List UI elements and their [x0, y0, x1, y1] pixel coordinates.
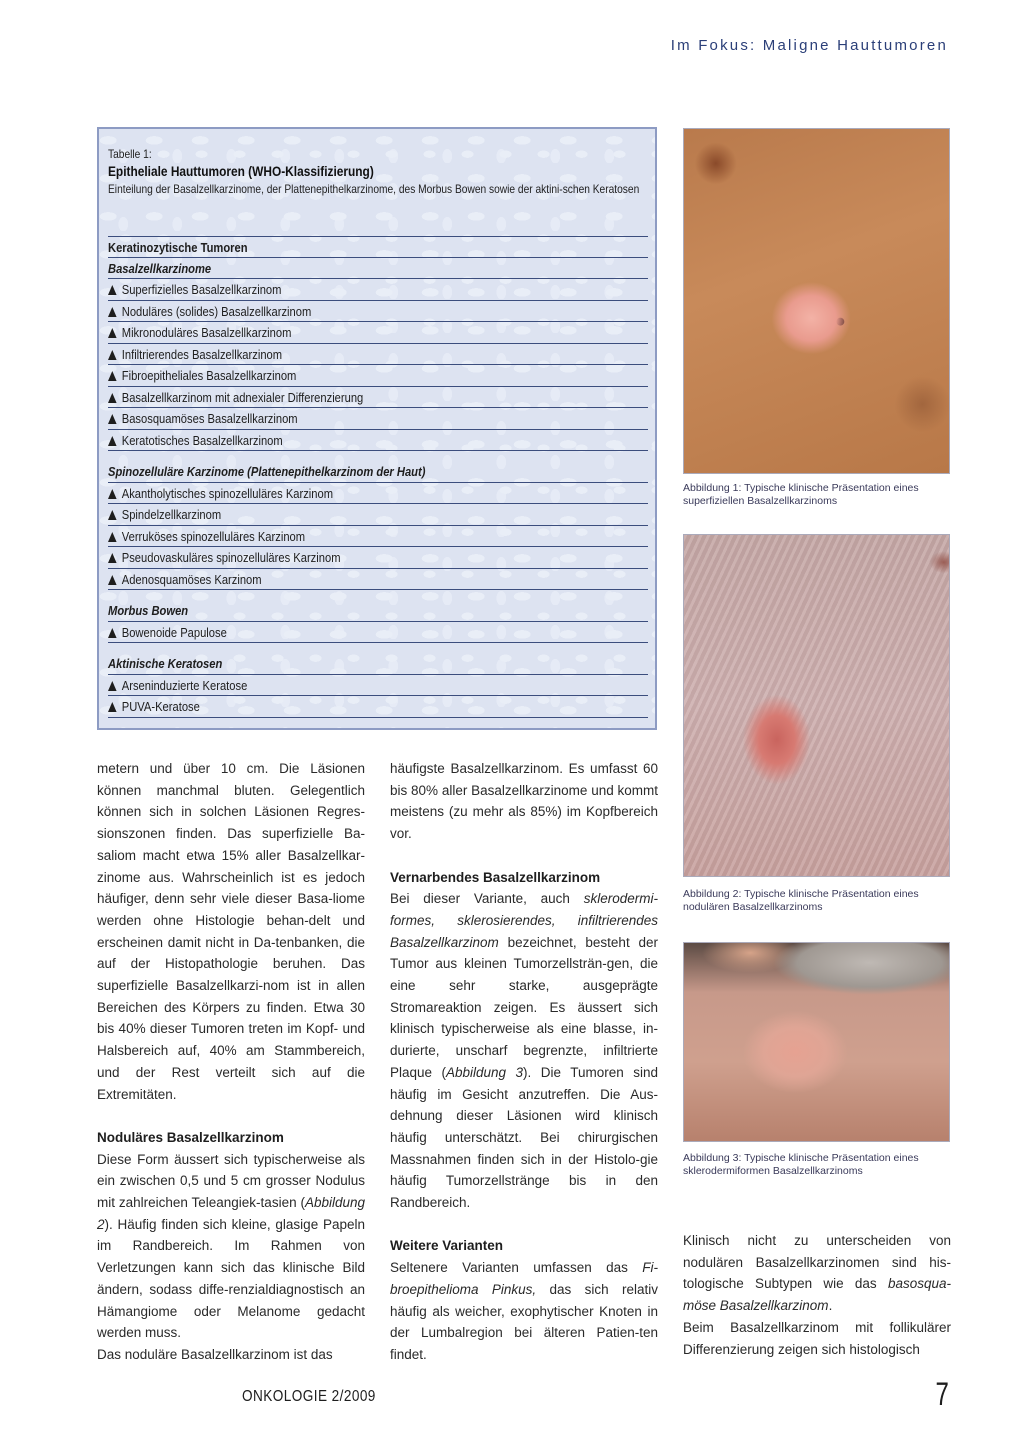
triangle-bullet-icon: [108, 489, 117, 499]
table-group-title: Basalzellkarzinome: [108, 258, 648, 280]
table-heading: Keratinozytische Tumoren: [108, 236, 648, 258]
text-column-2: [390, 758, 658, 1366]
paragraph: Diese Form äussert sich typischerweise als ein zwischen 0,5 und 5 cm grosser Nodulus mit zahlreichen Teleangiek-tasien (Abbildung 2). Häufig finden sich kleine, glasige Papeln im Randbereich. Im Rahmen von Verletzungen kann sich das klinische Bild ändern, sodass diffe-renzialdiagnostisch an Hämangiome oder Melanome gedacht werden muss.: [97, 1151, 365, 1341]
section-heading: Noduläres Basalzellkarzinom: [97, 1129, 284, 1145]
clinical-photo-2: [683, 534, 950, 877]
paragraph: metern und über 10 cm. Die Läsionen können manchmal bluten. Gelegentlich können sich in solchen Läsionen Regres-sionszonen finden. Das superfizielle Ba-saliom macht etwa 15% aller Basalzellkar-zinome aus. Wahrscheinlich ist es jedoch häufiger, denn sehr viele dieser Basa-liome werden ohne Histologie behan-delt und erscheinen damit nicht in Da-tenbanken, die auf der Histopathologie beruhen. Das superfizielle Basalzellkarzi-nom ist in allen Bereichen des Körpers zu finden. Etwa 30 bis 40% dieser Tumoren treten im Kopf- und Halsbereich auf, 40% am Stammbereich, und der Rest verteilt sich auf die Extremitäten.: [97, 761, 365, 1102]
table-row: Superfizielles Basalzellkarzinom: [108, 279, 648, 301]
clinical-photo-1: [683, 128, 950, 474]
triangle-bullet-icon: [108, 575, 117, 585]
table-row: Verruköses spinozelluläres Karzinom: [108, 526, 648, 548]
triangle-bullet-icon: [108, 307, 117, 317]
triangle-bullet-icon: [108, 532, 117, 542]
triangle-bullet-icon: [108, 350, 117, 360]
paragraph: Das noduläre Basalzellkarzinom ist das: [97, 1346, 333, 1362]
table-row: Keratotisches Basalzellkarzinom: [108, 430, 648, 452]
triangle-bullet-icon: [108, 285, 117, 295]
table-list: [108, 236, 648, 718]
table-row: Pseudovaskuläres spinozelluläres Karzinom: [108, 547, 648, 569]
table-row: Infiltrierendes Basalzellkarzinom: [108, 344, 648, 366]
figure-caption-1: Abbildung 1: Typische klinische Präsentation eines superfiziellen Basalzellkarzinoms: [683, 482, 919, 507]
table-row: Bowenoide Papulose: [108, 622, 648, 644]
table-row: Noduläres (solides) Basalzellkarzinom: [108, 301, 648, 323]
section-heading: Vernarbendes Basalzellkarzinom: [390, 869, 601, 885]
table-row: Spindelzellkarzinom: [108, 504, 648, 526]
journal-footer: ONKOLOGIE 2/2009: [242, 1388, 376, 1405]
page-number: 7: [935, 1376, 949, 1412]
table-row: Basosquamöses Basalzellkarzinom: [108, 408, 648, 430]
paragraph: Seltenere Varianten umfassen das Fi-broepithelioma Pinkus, das sich relativ häufig als weicher, exophytischer Knoten in der Lumbalregion bei älteren Patien-ten findet.: [390, 1260, 658, 1362]
triangle-bullet-icon: [108, 681, 117, 691]
table-row: Arseninduzierte Keratose: [108, 675, 648, 697]
table-row: Basalzellkarzinom mit adnexialer Differenzierung: [108, 387, 648, 409]
classification-table: [97, 127, 657, 730]
table-row: PUVA-Keratose: [108, 696, 648, 718]
triangle-bullet-icon: [108, 371, 117, 381]
triangle-bullet-icon: [108, 436, 117, 446]
table-row: Adenosquamöses Karzinom: [108, 569, 648, 591]
table-group-title: Morbus Bowen: [108, 600, 648, 622]
text-column-1: [97, 758, 365, 1366]
section-heading: Weitere Varianten: [390, 1238, 504, 1254]
triangle-bullet-icon: [108, 702, 117, 712]
table-row: Mikronoduläres Basalzellkarzinom: [108, 322, 648, 344]
triangle-bullet-icon: [108, 510, 117, 520]
table-group-title: Spinozelluläre Karzinome (Plattenepithelkarzinom der Haut): [108, 461, 648, 483]
figure-caption-3: Abbildung 3: Typische klinische Präsentation eines sklerodermiformen Basalzellkarzinoms: [683, 1152, 919, 1177]
table-row: Akantholytisches spinozelluläres Karzinom: [108, 483, 648, 505]
triangle-bullet-icon: [108, 628, 117, 638]
triangle-bullet-icon: [108, 393, 117, 403]
table-group-title: Aktinische Keratosen: [108, 653, 648, 675]
table-title: Epitheliale Hauttumoren (WHO-Klassifizierung): [108, 163, 374, 179]
paragraph: Beim Basalzellkarzinom mit follikulärer Differenzierung zeigen sich histologisch: [683, 1319, 951, 1357]
table-description: Einteilung der Basalzellkarzinome, der Plattenepithelkarzinome, des Morbus Bowen sowie der aktini-schen Keratosen: [108, 182, 640, 196]
table-label: Tabelle 1:: [108, 147, 152, 161]
table-row: Fibroepitheliales Basalzellkarzinom: [108, 365, 648, 387]
triangle-bullet-icon: [108, 414, 117, 424]
paragraph: Klinisch nicht zu unterscheiden von nodulären Basalzellkarzinomen sind his-tologische Subtypen wie das basosqua-möse Basalzellkarzinom.: [683, 1233, 951, 1314]
figure-caption-2: Abbildung 2: Typische klinische Präsentation eines nodulären Basalzellkarzinoms: [683, 888, 919, 913]
paragraph: Bei dieser Variante, auch sklerodermi-formes, sklerosierendes, infiltrierendes Basalzellkarzinom bezeichnet, besteht der Tumor aus kleinen Tumorzellsträn-gen, die eine sehr starke, ausgeprägte Stromareaktion zeigen. Es äussert sich klinisch typischerweise als eine blasse, in-durierte, unscharf begrenzte, infiltrierte Plaque (Abbildung 3). Die Tumoren sind häufig im Gesicht anzutreffen. Die Aus-dehnung dieser Läsionen wird klinisch häufig unterschätzt. Bei chirurgischen Massnahmen finden sich in der Histolo-gie häufig Tumorzellstränge bis in den Randbereich.: [390, 891, 658, 1211]
paragraph: häufigste Basalzellkarzinom. Es umfasst 60 bis 80% aller Basalzellkarzinome und kommt meistens (zu mehr als 85%) im Kopfbereich vor.: [390, 761, 658, 842]
clinical-photo-3: [683, 942, 950, 1142]
triangle-bullet-icon: [108, 328, 117, 338]
triangle-bullet-icon: [108, 553, 117, 563]
running-header: Im Fokus: Maligne Hauttumoren: [670, 37, 948, 54]
text-column-3: [683, 1230, 951, 1360]
